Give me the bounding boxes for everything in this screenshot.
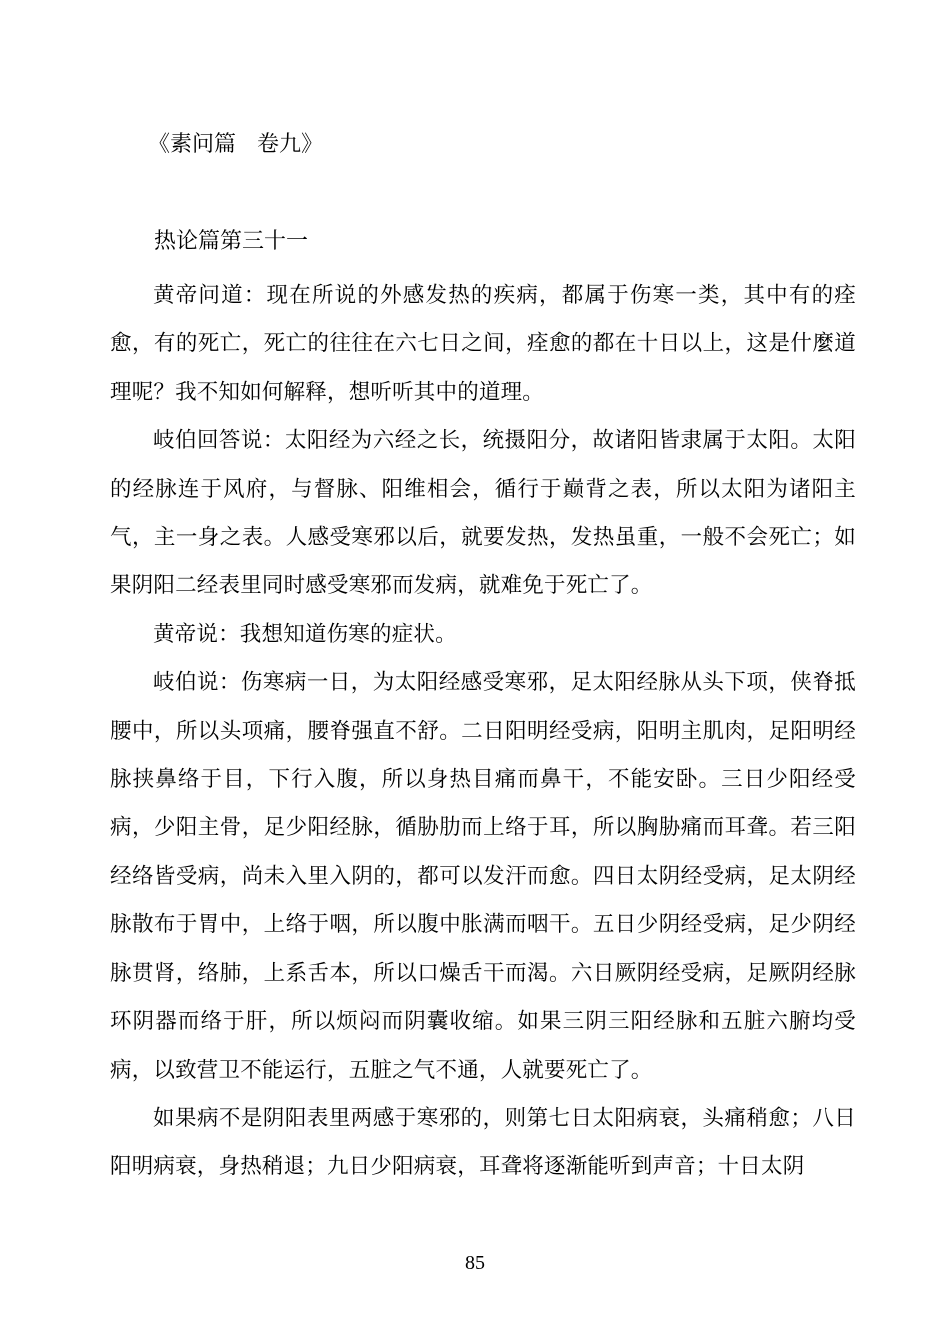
paragraph-qibo-answer: 岐伯回答说：太阳经为六经之长，统摄阳分，故诸阳皆隶属于太阳。太阳的经脉连于风府，与督脉、阳维相会，循行于巅背之表，所以太阳为诸阳主气，主一身之表。人感受寒邪以后，就要发热，发热虽重，一般不会死亡；如果阴阳二经表里同时感受寒邪而发病，就难免于死亡了。 xyxy=(110,428,856,599)
paragraph-huangdi-symptoms: 黄帝说：我想知道伤寒的症状。 xyxy=(153,621,457,647)
paragraph-recovery: 如果病不是阴阳表里两感于寒邪的，则第七日太阳病衰，头痛稍愈；八日阳明病衰，身热稍退；九日少阳病衰，耳聋将逐渐能听到声音；十日太阴 xyxy=(110,1105,856,1180)
paragraph-qibo-symptoms: 岐伯说：伤寒病一日，为太阳经感受寒邪，足太阳经脉从头下项，侠脊抵腰中，所以头项痛，腰脊强直不舒。二日阳明经受病，阳明主肌肉，足阳明经脉挟鼻络于目，下行入腹，所以身热目痛而鼻干，不能安卧。三日少阳经受病，少阳主骨，足少阳经脉，循胁肋而上络于耳，所以胸胁痛而耳聋。若三阳经络皆受病，尚未入里入阴的，都可以发汗而愈。四日太阴经受病，足太阴经脉散布于胃中，上络于咽，所以腹中胀满而咽干。五日少阴经受病，足少阴经脉贯肾，络肺，上系舌本，所以口燥舌干而渴。六日厥阴经受病，足厥阴经脉环阴器而络于肝，所以烦闷而阴囊收缩。如果三阴三阳经脉和五脏六腑均受病，以致营卫不能运行，五脏之气不通，人就要死亡了。 xyxy=(110,670,856,1083)
book-title: 《素问篇 卷九》 xyxy=(148,132,323,157)
body-text xyxy=(110,272,856,1192)
page-number: 85 xyxy=(465,1252,485,1274)
chapter-title: 热论篇第三十一 xyxy=(154,229,309,254)
paragraph-huangdi-question: 黄帝问道：现在所说的外感发热的疾病，都属于伤寒一类，其中有的痊愈，有的死亡，死亡的往往在六七日之间，痊愈的都在十日以上，这是什麼道理呢？我不知如何解释，想听听其中的道理。 xyxy=(110,283,856,405)
